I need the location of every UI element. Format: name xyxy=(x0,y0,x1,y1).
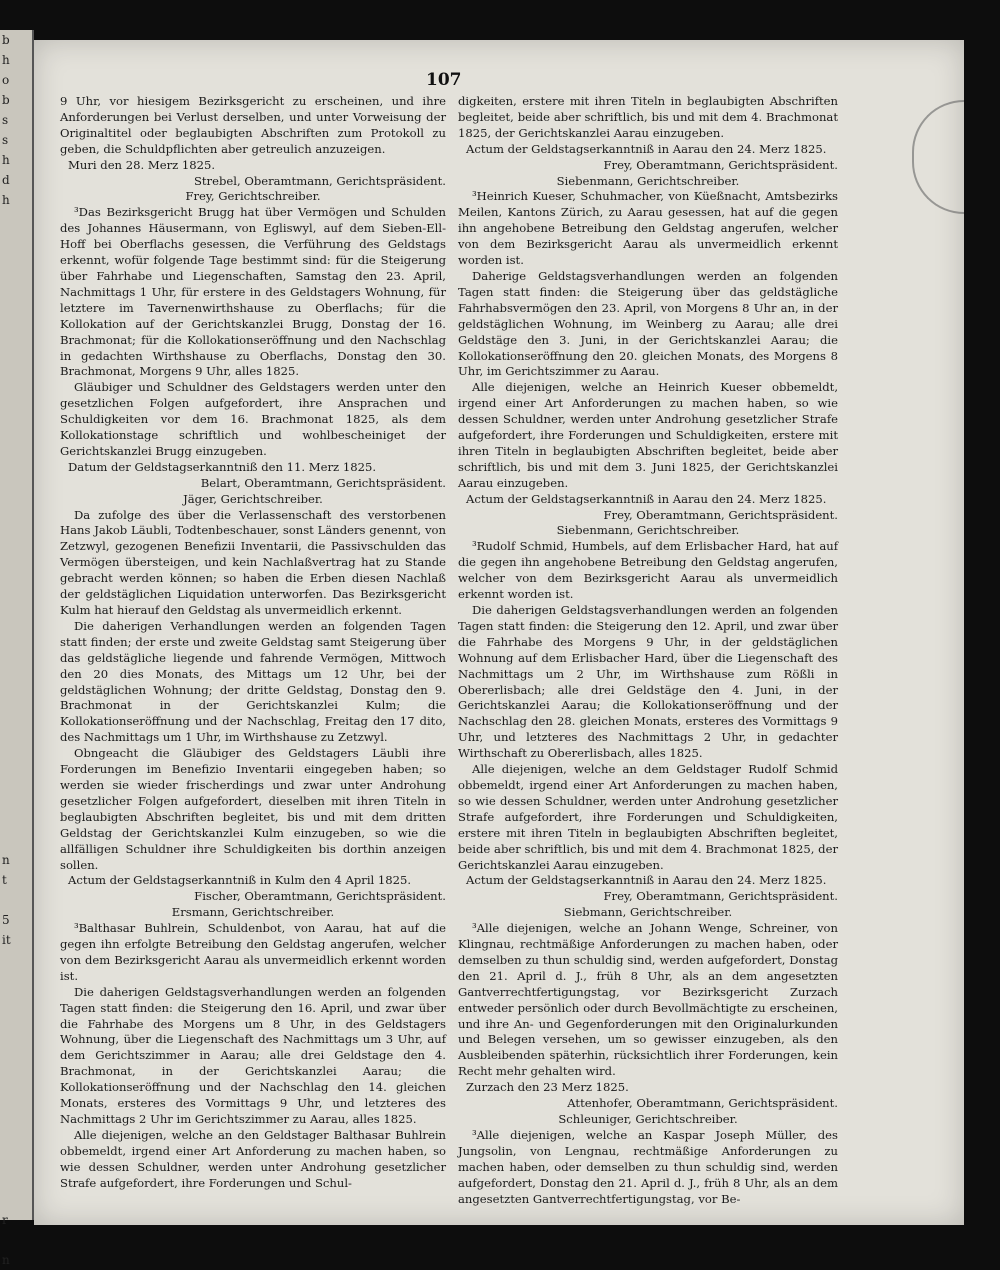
edge-glyph: b xyxy=(2,33,10,47)
date-line: Actum der Geldstagserkanntniß in Aarau den 24. Merz 1825. xyxy=(466,491,827,506)
center-line: Siebenmann, Gerichtschreiber. xyxy=(556,173,740,188)
center-line: Frey, Gerichtschreiber. xyxy=(185,189,321,204)
paragraph: Alle diejenigen, welche an den Geldstager Balthasar Buhlrein obbemeldt, irgend einer Art Anforderung zu machen haben, so wie dessen Schuldner, werden unter Androhung gesetzlicher Strafe aufgefordert, ihre Forderungen und Schul- xyxy=(60,1127,446,1190)
edge-glyph xyxy=(0,1130,32,1150)
edge-glyph xyxy=(0,310,32,330)
edge-glyph xyxy=(0,430,32,450)
edge-glyph xyxy=(0,810,32,830)
edge-glyph xyxy=(0,750,32,770)
edge-glyph xyxy=(0,350,32,370)
edge-glyph xyxy=(0,270,32,290)
edge-glyph xyxy=(0,1190,32,1210)
paragraph: Daherige Geldstagsverhandlungen werden an folgenden Tagen statt finden: die Steigerung über das geldstägliche Fahrhabsvermögen den 23. April, von Morgens 8 Uhr an, in der geldstäglichen Wohnung, im Weinberg zu Aarau; alle drei Geldstäge den 3. Juni, in der Gerichtskanzlei Aarau; die Kollokationseröffnung den 20. gleichen Monats, des Morgens 8 Uhr, im Gerichtszimmer zu Aarau. xyxy=(458,268,838,379)
edge-glyph xyxy=(0,570,32,590)
paragraph: Die daherigen Geldstagsverhandlungen werden an folgenden Tagen statt finden: die Steigerung den 16. April, und zwar über die Fahrhabe des Morgens um 8 Uhr, in des Geldstagers Wohnung, über die Liegenschaft des Nachmittags um 3 Uhr, auf dem Gerichtszimmer in Aarau; alle drei Geldstage den 4. Brachmonat, in der Gerichtskanzlei Aarau; die Kollokationseröffnung und der Nachschlag den 14. gleichen Monats, ersteres des Vormittags 9 Uhr, und letzteres des Nachmittags 2 Uhr im Gerichtszimmer zu Aarau, alles 1825. xyxy=(60,984,446,1126)
date-line: Actum der Geldstagserkanntniß in Aarau den 24. Merz 1825. xyxy=(466,141,827,156)
signature-line: Frey, Oberamtmann, Gerichtspräsident. xyxy=(603,889,838,904)
edge-glyph xyxy=(0,1150,32,1170)
center-line: Schleuniger, Gerichtschreiber. xyxy=(558,1112,738,1126)
edge-glyph xyxy=(0,1230,32,1250)
page-number: 107 xyxy=(426,70,462,90)
paragraph: Die daherigen Geldstagsverhandlungen werden an folgenden Tagen statt finden: die Steigerung den 12. April, und zwar über die Fahrhabe des Morgens 9 Uhr, in der geldstäglichen Wohnung auf dem Erlisbacher Hard, über die Liegenschaft des Nachmittags um 2 Uhr, im Wirthshause zum Rößli in Obererlisbach; alle drei Geldstäge den 4. Juni, in der Gerichtskanzlei Aarau; die Kollokationseröffnung und der Nachschlag den 28. gleichen Monats, ersteres des Vormittags 9 Uhr, und letzteres des Nachmittags 2 Uhr, in gedachter Wirthschaft zu Obererlisbach, alles 1825. xyxy=(458,603,838,761)
edge-glyph xyxy=(0,710,32,730)
document-page xyxy=(34,40,964,1225)
paragraph: digkeiten, erstere mit ihren Titeln in beglaubigten Abschriften begleitet, beide aber schriftlich, bis und mit dem 4. Brachmonat 1825, der Gerichtskanzlei Aarau einzugeben. xyxy=(458,94,838,140)
edge-glyph: it xyxy=(2,933,11,947)
edge-glyph xyxy=(0,630,32,650)
edge-glyph xyxy=(0,1170,32,1190)
paragraph: Obngeacht die Gläubiger des Geldstagers Läubli ihre Forderungen im Benefizio Inventarii eingegeben haben; so werden sie wieder frischerdings und zwar unter Androhung gesetzlicher Folgen aufgefordert, dieselben mit ihren Titeln in beglaubigten Abschriften begleitet, bis und mit dem dritten Geldstag der Gerichtskanzlei Kulm einzugeben, so wie die allfälligen Schuldner ihre Schuldigkeiten bis dorthin anzeigen sollen. xyxy=(60,746,446,872)
date-line: Muri den 28. Merz 1825. xyxy=(68,157,216,172)
edge-glyph xyxy=(0,970,32,990)
edge-glyph xyxy=(0,550,32,570)
signature-line: Strebel, Oberamtmann, Gerichtspräsident. xyxy=(193,173,446,188)
date-line: Actum der Geldstagserkanntniß in Kulm den 4 April 1825. xyxy=(68,873,412,888)
edge-glyph: d xyxy=(2,173,10,187)
signature-line: Frey, Oberamtmann, Gerichtspräsident. xyxy=(603,507,838,522)
edge-glyph xyxy=(0,530,32,550)
edge-glyph: r xyxy=(2,1213,8,1227)
paragraph: ³Alle diejenigen, welche an Kaspar Joseph Müller, des Jungsolin, von Lengnau, rechtmäßige Anforderungen zu machen haben, oder demselben zu thun schuldig sind, werden aufgefordert, Donstag den 21. April d. J., früh 8 Uhr, als an dem angesetzten Gantverrechtfertigungstag, vor Be- xyxy=(458,1127,838,1206)
edge-glyph: n xyxy=(2,1253,10,1267)
paragraph: Gläubiger und Schuldner des Geldstagers werden unter den gesetzlichen Folgen aufgefordert, ihre Ansprachen und Schuldigkeiten vor dem 16. Brachmonat 1825, als dem Kollokationstage schriftlich und wohlbescheiniget der Gerichtskanzlei Brugg einzugeben. xyxy=(60,380,446,458)
paragraph: ³Heinrich Kueser, Schuhmacher, von Küeßnacht, Amtsbezirks Meilen, Kantons Zürich, zu Aarau gesessen, hat auf die gegen ihn angehobene Betreibung den Geldstag angerufen, welcher von dem Bezirksgericht Aarau als unvermeidlich erkennt worden ist. xyxy=(458,189,838,268)
edge-glyph xyxy=(0,1010,32,1030)
edge-glyph xyxy=(0,490,32,510)
center-line: Siebenmann, Gerichtschreiber. xyxy=(556,523,740,538)
edge-glyph xyxy=(0,510,32,530)
left-column xyxy=(60,94,446,1192)
edge-glyph xyxy=(0,210,32,230)
edge-glyph: 5 xyxy=(2,913,10,927)
edge-glyph xyxy=(0,370,32,390)
edge-glyph xyxy=(0,950,32,970)
edge-glyph xyxy=(0,450,32,470)
edge-glyph xyxy=(0,650,32,670)
paragraph: Da zufolge des über die Verlassenschaft des verstorbenen Hans Jakob Läubli, Todtenbeschauer, sonst Länders genennt, von Zetzwyl, gezogenen Benefizii Inventarii, die Passivschulden das Vermögen übersteigen, und kein Nachlaßvertrag hat zu Stande gebracht werden können; so haben die Erben diesen Nachlaß der geldstäglichen Liquidation unterworfen. Das Bezirksgericht Kulm hat hierauf den Geldstag als unvermeidlich erkennt. xyxy=(60,507,446,617)
edge-glyph: t xyxy=(2,873,7,887)
library-stamp xyxy=(912,100,964,214)
date-line: Zurzach den 23 Merz 1825. xyxy=(466,1080,629,1095)
paragraph: ³Alle diejenigen, welche an Johann Wenge, Schreiner, von Klingnau, rechtmäßige Anforderungen zu machen haben, oder demselben zu thun schuldig sind, werden aufgefordert, Donstag den 21. April d. J., früh 8 Uhr, als an dem angesetzten Gantverrechtfertigungstag, vor Bezirksgericht Zurzach entweder persönlich oder durch Bevollmächtigte zu erscheinen, und ihre An- und Gegenforderungen mit den Originalurkunden und Belegen versehen, um so gewisser einzugeben, als den Ausbleibenden späterhin, rücksichtlich ihrer Forderungen, kein Recht mehr gehalten wird. xyxy=(458,921,838,1079)
edge-glyph: s xyxy=(2,133,9,147)
edge-glyph: n xyxy=(2,853,10,867)
paragraph: ³Das Bezirksgericht Brugg hat über Vermögen und Schulden des Johannes Häusermann, von Egliswyl, auf dem Sieben-Ell-Hoff bei Oberflachs gesessen, die Verführung des Geldstags erkennt, wofür folgende Tage bestimmt sind: für die Steigerung über Fahrhabe und Liegenschaften, Samstag den 23. April, Nachmittags 1 Uhr, für erstere in des Geldstagers Wohnung, für letztere im Tavernenwirthshause zu Oberflachs; für die Kollokation auf der Gerichtskanzlei Brugg, Donstag der 16. Brachmonat; für die Kollokationseröffnung und den Nachschlag in gedachten Wirthshause zu Oberflachs, Donstag den 30. Brachmonat, Morgens 9 Uhr, alles 1825. xyxy=(60,205,446,379)
edge-glyph xyxy=(0,770,32,790)
signature-line: Fischer, Oberamtmann, Gerichtspräsident. xyxy=(194,889,446,904)
date-line: Datum der Geldstagserkanntniß den 11. Merz 1825. xyxy=(68,459,377,474)
center-line: Siebmann, Gerichtschreiber. xyxy=(563,905,733,920)
paragraph: 9 Uhr, vor hiesigem Bezirksgericht zu erscheinen, und ihre Anforderungen bei Verlust derselben, und unter Vorweisung der Originaltitel oder beglaubigten Abschriften zum Protokoll zu geben, die Schuldpflichten aber getreulich anzuzeigen. xyxy=(60,94,446,156)
edge-glyph xyxy=(0,290,32,310)
adjacent-page-edge xyxy=(0,30,34,1267)
edge-glyph xyxy=(0,990,32,1010)
edge-glyph: b xyxy=(2,93,10,107)
edge-glyph xyxy=(0,590,32,610)
right-column xyxy=(458,94,838,1207)
edge-glyph: o xyxy=(2,73,10,87)
edge-glyph xyxy=(0,250,32,270)
edge-glyph xyxy=(0,1070,32,1090)
paragraph: Alle diejenigen, welche an Heinrich Kueser obbemeldt, irgend einer Art Anforderungen zu machen haben, so wie dessen Schuldner, werden unter Androhung gesetzlicher Strafe aufgefordert, ihre Forderungen und Schuldigkeiten, erstere mit ihren Titeln in beglaubigten Abschriften begleitet, beide aber schriftlich, bis und mit dem 3. Juni 1825, der Gerichtskanzlei Aarau einzugeben. xyxy=(458,380,838,490)
edge-glyph xyxy=(0,610,32,630)
paragraph: Die daherigen Verhandlungen werden an folgenden Tagen statt finden; der erste und zweite Geldstag samt Steigerung über das geldstägliche liegende und fahrende Vermögen, Mittwoch den 20 dies Monats, des Mittags um 12 Uhr, bei der geldstäglichen Wohnung; der dritte Geldstag, Donstag den 9. Brachmonat in der Gerichtskanzlei Kulm; die Kollokationseröffnung und der Nachschlag, Freitag den 17 dito, des Nachmittags um 1 Uhr, im Wirthshause zu Zetzwyl. xyxy=(60,618,446,745)
edge-glyph: h xyxy=(2,153,10,167)
edge-glyph: s xyxy=(2,113,9,127)
edge-glyph xyxy=(0,1050,32,1070)
edge-glyph xyxy=(0,730,32,750)
edge-glyph: h xyxy=(2,193,10,207)
edge-glyph xyxy=(0,890,32,910)
center-line: Jäger, Gerichtschreiber. xyxy=(183,491,323,506)
center-line: Ersmann, Gerichtschreiber. xyxy=(171,905,335,920)
edge-glyph xyxy=(0,390,32,410)
paragraph: ³Balthasar Buhlrein, Schuldenbot, von Aarau, hat auf die gegen ihn erfolgte Betreibung den Geldstag angerufen, welcher von dem Bezirksgericht Aarau als unvermeidlich erkennt worden ist. xyxy=(60,921,446,983)
edge-glyph xyxy=(0,790,32,810)
signature-line: Frey, Oberamtmann, Gerichtspräsident. xyxy=(603,157,838,172)
edge-glyph xyxy=(0,410,32,430)
edge-glyph xyxy=(0,690,32,710)
edge-glyph: h xyxy=(2,53,10,67)
edge-glyph xyxy=(0,330,32,350)
paragraph: ³Rudolf Schmid, Humbels, auf dem Erlisbacher Hard, hat auf die gegen ihn angehobene Betreibung den Geldstag angerufen, welcher von dem Bezirksgericht Aarau als unvermeidlich erkennt worden ist. xyxy=(458,539,838,602)
edge-glyph xyxy=(0,230,32,250)
edge-glyph xyxy=(0,1110,32,1130)
signature-line: Attenhofer, Oberamtmann, Gerichtspräsident. xyxy=(567,1096,838,1111)
edge-glyph xyxy=(0,1090,32,1110)
edge-glyph xyxy=(0,670,32,690)
date-line: Actum der Geldstagserkanntniß in Aarau den 24. Merz 1825. xyxy=(466,873,827,888)
edge-glyph xyxy=(0,470,32,490)
paragraph: Alle diejenigen, welche an dem Geldstager Rudolf Schmid obbemeldt, irgend einer Art Anforderungen zu machen haben, so wie dessen Schuldner, werden unter Androhung gesetzlicher Strafe aufgefordert, ihre Forderungen und Schuldigkeiten, erstere mit ihren Titeln in beglaubigten Abschriften begleitet, beide aber schriftlich, bis und mit dem 4. Brachmonat 1825, der Gerichtskanzlei Aarau einzugeben. xyxy=(458,762,838,872)
edge-glyph xyxy=(0,1030,32,1050)
signature-line: Belart, Oberamtmann, Gerichtspräsident. xyxy=(200,475,446,490)
edge-glyph xyxy=(0,830,32,850)
